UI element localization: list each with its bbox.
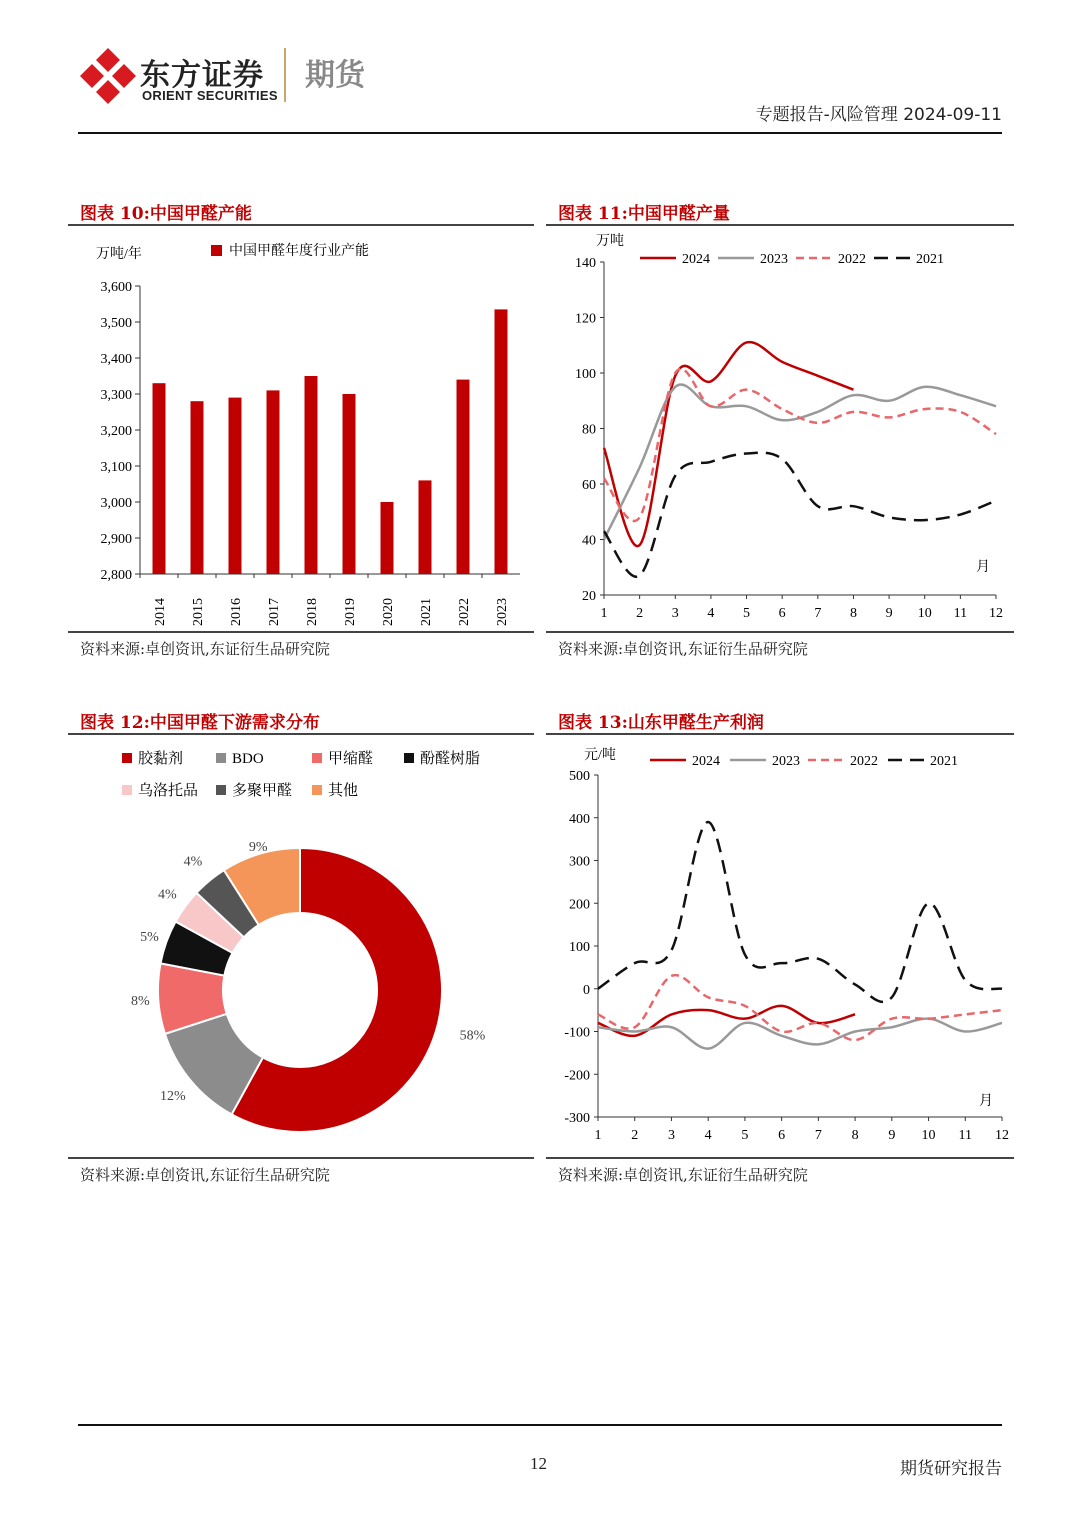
x-tick-label: 7 <box>814 1128 822 1143</box>
x-tick-label: 2 <box>631 1128 639 1143</box>
y-tick-label: 500 <box>569 769 590 784</box>
y-unit-label: 万吨 <box>596 234 624 249</box>
y-tick-label: 3,600 <box>100 280 132 295</box>
figure-11-chart <box>546 226 1014 630</box>
x-tick-label: 6 <box>778 1128 786 1143</box>
figure-13-source: 资料来源:卓创资讯,东证衍生品研究院 <box>558 1166 808 1184</box>
y-tick-label: 0 <box>583 982 590 998</box>
x-unit-label: 月 <box>976 560 990 575</box>
x-tick-label: 2017 <box>267 598 282 626</box>
y-tick-label: 3,300 <box>100 388 132 403</box>
figure-12-chart <box>68 735 534 1155</box>
y-tick-label: 100 <box>575 367 596 382</box>
footer-rule <box>78 1424 1002 1426</box>
y-tick-label: 140 <box>575 256 596 271</box>
bar <box>229 398 242 574</box>
y-tick-label: 3,100 <box>100 460 132 475</box>
figure-11-title: 图表 11:中国甲醛产量 <box>558 204 730 224</box>
legend-label: 2023 <box>760 252 788 267</box>
x-tick-label: 2015 <box>191 598 206 626</box>
legend-label: 多聚甲醛 <box>232 783 293 799</box>
bar <box>381 502 394 574</box>
figure-10-title: 图表 10:中国甲醛产能 <box>80 204 252 224</box>
figure-13-title: 图表 13:山东甲醛生产利润 <box>558 713 764 733</box>
x-tick-label: 11 <box>953 606 968 621</box>
y-tick-label: 200 <box>569 897 590 913</box>
legend-label: 中国甲醛年度行业产能 <box>229 244 369 259</box>
figure-11-rule-bottom <box>546 631 1014 633</box>
x-tick-label: 1 <box>594 1128 602 1143</box>
x-tick-label: 4 <box>707 606 715 621</box>
figure-10-rule-bottom <box>68 631 534 633</box>
x-tick-label: 3 <box>671 606 679 621</box>
y-tick-label: 2,800 <box>100 568 132 583</box>
x-tick-label: 2014 <box>153 598 168 626</box>
bar <box>419 480 432 574</box>
series-line <box>598 822 1002 1002</box>
slice-label: 8% <box>130 994 150 1010</box>
logo-mark-icon <box>78 46 138 106</box>
legend-label: 2021 <box>916 252 944 267</box>
legend-swatch <box>404 753 414 763</box>
legend-swatch <box>122 753 132 763</box>
bar <box>457 380 470 574</box>
legend-label: BDO <box>232 751 264 767</box>
figure-12-source: 资料来源:卓创资讯,东证衍生品研究院 <box>80 1166 330 1184</box>
legend-label: 2022 <box>838 252 866 267</box>
slice-label: 12% <box>160 1089 186 1105</box>
y-unit-label: 万吨/年 <box>96 247 142 262</box>
bar <box>191 401 204 574</box>
x-tick-label: 5 <box>743 606 751 621</box>
legend-label: 胶黏剂 <box>138 751 184 767</box>
logo-cn: 东方证券 <box>140 58 264 93</box>
x-unit-label: 月 <box>979 1094 993 1109</box>
page-number: 12 <box>530 1454 547 1473</box>
y-tick-label: 120 <box>575 311 596 327</box>
series-line <box>604 369 996 521</box>
header-rule <box>78 132 1002 134</box>
legend-swatch <box>216 753 226 763</box>
x-tick-label: 2016 <box>229 598 244 626</box>
logo-divider <box>284 48 286 102</box>
footer-label: 期货研究报告 <box>900 1459 1002 1479</box>
x-tick-label: 2022 <box>457 598 472 626</box>
x-tick-label: 2019 <box>343 598 358 626</box>
logo-en: ORIENT SECURITIES <box>142 88 278 103</box>
x-tick-label: 12 <box>995 1128 1009 1143</box>
y-tick-label: 3,400 <box>100 352 132 367</box>
legend-label: 其他 <box>328 783 359 799</box>
report-label: 专题报告-风险管理 2024-09-11 <box>755 105 1002 125</box>
y-tick-label: 3,200 <box>100 424 132 439</box>
legend-label: 乌洛托品 <box>138 783 199 799</box>
y-tick-label: 300 <box>569 854 590 870</box>
x-tick-label: 8 <box>851 1128 859 1143</box>
x-tick-label: 2018 <box>305 598 320 626</box>
x-tick-label: 11 <box>958 1128 973 1143</box>
figure-10-chart <box>68 226 534 630</box>
y-tick-label: -100 <box>564 1025 590 1041</box>
x-tick-label: 7 <box>814 606 822 621</box>
y-tick-label: 2,900 <box>100 532 132 547</box>
figure-13-chart <box>546 735 1014 1155</box>
x-tick-label: 4 <box>704 1128 712 1143</box>
figure-12-title: 图表 12:中国甲醛下游需求分布 <box>80 713 320 733</box>
x-tick-label: 10 <box>921 1128 936 1143</box>
bar <box>153 383 166 574</box>
slice-label: 5% <box>140 929 159 945</box>
slice-label: 4% <box>183 854 203 870</box>
y-unit-label: 元/吨 <box>584 748 616 763</box>
bar <box>267 390 280 574</box>
y-tick-label: 400 <box>569 811 590 827</box>
y-tick-label: -300 <box>564 1111 590 1126</box>
series-line <box>604 453 996 577</box>
slice-label: 58% <box>459 1028 486 1044</box>
figure-13-rule-bottom <box>546 1157 1014 1159</box>
series-line <box>604 342 853 546</box>
legend-label: 2023 <box>772 754 800 769</box>
legend-label: 2024 <box>692 754 720 769</box>
x-tick-label: 12 <box>989 606 1003 621</box>
y-tick-label: 80 <box>582 422 596 438</box>
logo-suffix: 期货 <box>305 58 365 93</box>
bar <box>305 376 318 574</box>
y-tick-label: -200 <box>564 1068 590 1084</box>
legend-swatch <box>122 785 132 795</box>
slice-label: 9% <box>248 839 268 855</box>
logo <box>78 46 138 106</box>
y-tick-label: 100 <box>569 940 590 955</box>
legend-label: 2022 <box>850 754 878 769</box>
legend-label: 2021 <box>930 754 958 769</box>
legend-swatch <box>211 245 222 256</box>
legend-label: 2024 <box>682 252 710 267</box>
slice-label: 4% <box>157 887 177 903</box>
x-tick-label: 2023 <box>495 598 510 626</box>
x-tick-label: 9 <box>885 606 893 621</box>
bar <box>343 394 356 574</box>
x-tick-label: 5 <box>741 1128 749 1143</box>
x-tick-label: 8 <box>849 606 857 621</box>
x-tick-label: 1 <box>600 606 608 621</box>
y-tick-label: 60 <box>582 478 596 493</box>
series-line <box>598 975 1002 1040</box>
legend-label: 甲缩醛 <box>328 751 374 767</box>
x-tick-label: 6 <box>778 606 786 621</box>
figure-11-source: 资料来源:卓创资讯,东证衍生品研究院 <box>558 640 808 658</box>
bar <box>495 309 508 574</box>
x-tick-label: 9 <box>888 1128 896 1143</box>
legend-swatch <box>312 753 322 763</box>
x-tick-label: 2020 <box>381 598 396 626</box>
legend-label: 酚醛树脂 <box>420 751 481 767</box>
y-tick-label: 3,500 <box>100 316 132 331</box>
y-tick-label: 40 <box>582 533 596 549</box>
legend-swatch <box>312 785 322 795</box>
x-tick-label: 3 <box>667 1128 675 1143</box>
x-tick-label: 10 <box>917 606 932 621</box>
x-tick-label: 2021 <box>419 598 434 626</box>
y-tick-label: 3,000 <box>100 496 132 511</box>
legend-swatch <box>216 785 226 795</box>
x-tick-label: 2 <box>636 606 644 621</box>
figure-12-rule-bottom <box>68 1157 534 1159</box>
y-tick-label: 20 <box>582 589 596 604</box>
figure-10-source: 资料来源:卓创资讯,东证衍生品研究院 <box>80 640 330 658</box>
